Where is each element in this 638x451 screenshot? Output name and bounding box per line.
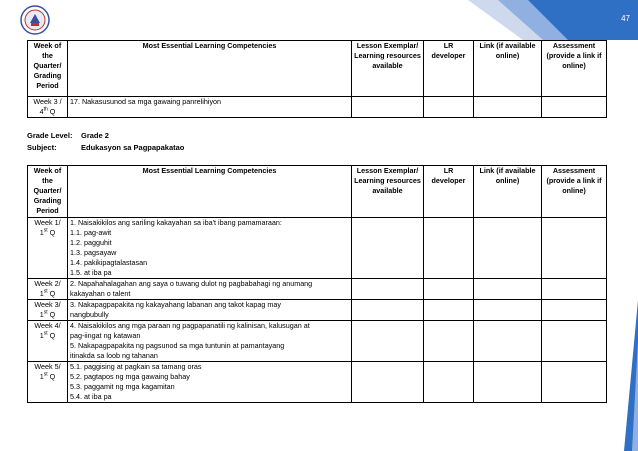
col-lr-header: LR developer [424, 41, 474, 97]
competency-cell [68, 362, 352, 403]
col-competency-header: Most Essential Learning Competencies [68, 41, 352, 97]
exemplar-cell [352, 362, 424, 403]
deped-seal-icon [20, 5, 50, 35]
col-assessment-header: Assessment (provide a link if online) [542, 41, 607, 97]
assessment-cell [542, 362, 607, 403]
lr-cell [424, 321, 474, 362]
quarter-num: 1 [39, 331, 44, 340]
grade-level-value: Grade 2 [81, 131, 109, 140]
link-cell [474, 218, 542, 279]
week-label: Week 1/ [34, 218, 61, 227]
competency-line: 1.3. pagsayaw [70, 248, 117, 257]
competency-line: 5.1. paggising at pagkain sa tamang oras [70, 362, 202, 371]
competency-line: 1.4. pakikipagtalastasan [70, 258, 148, 267]
competency-line: 1.5. at iba pa [70, 268, 112, 277]
col-lr-header: LR developer [424, 166, 474, 218]
quarter-q: Q [47, 107, 56, 116]
competency-line: 5.4. at iba pa [70, 392, 112, 401]
link-cell [474, 97, 542, 118]
quarter-sup: st [43, 227, 48, 234]
week-cell [28, 362, 68, 403]
quarter-num: 1 [39, 310, 44, 319]
quarter-q: Q [47, 331, 56, 340]
assessment-cell [542, 321, 607, 362]
week-cell [28, 218, 68, 279]
col-link-header: Link (if available online) [474, 41, 542, 97]
quarter-sup: st [43, 309, 48, 316]
side-decoration [620, 300, 638, 451]
competency-line: nangbubully [70, 310, 109, 319]
competency-line: 1. Naisakikilos ang sariling kakayahan sa iba't ibang pamamaraan: [70, 218, 282, 227]
quarter-num: 1 [39, 372, 44, 381]
col-competency-header: Most Essential Learning Competencies [68, 166, 352, 218]
table-row [28, 321, 607, 362]
assessment-cell [542, 97, 607, 118]
week-cell [28, 97, 68, 118]
competency-line: pag-iingat ng katawan [70, 331, 141, 340]
exemplar-cell [352, 279, 424, 300]
competency-line: 5.2. pagtapos ng mga gawaing bahay [70, 372, 190, 381]
lr-cell [424, 279, 474, 300]
page-number: 47 [621, 14, 630, 23]
week-label: Week 3 / [33, 97, 62, 106]
subject-line [27, 142, 184, 153]
competency-line: 1.1. pag-awit [70, 228, 112, 237]
competency-table-1 [27, 40, 607, 118]
week-label: Week 4/ [34, 321, 61, 330]
competency-line: 1.2. pagguhit [70, 238, 112, 247]
table-row [28, 279, 607, 300]
quarter-sup: th [43, 106, 48, 113]
lr-cell [424, 362, 474, 403]
grade-level-line [27, 130, 109, 141]
exemplar-cell [352, 218, 424, 279]
lr-cell [424, 97, 474, 118]
table-row [28, 362, 607, 403]
header-corner-banner [468, 0, 638, 40]
competency-line: itinakda sa loob ng tahanan [70, 351, 158, 360]
exemplar-cell [352, 300, 424, 321]
grade-level-label: Grade Level: [27, 131, 73, 140]
link-cell [474, 321, 542, 362]
subject-value: Edukasyon sa Pagpapakatao [81, 143, 185, 152]
col-exemplar-header: Lesson Exemplar/ Learning resources available [352, 41, 424, 97]
col-assessment-header: Assessment (provide a link if online) [542, 166, 607, 218]
col-week-header: Week of the Quarter/ Grading Period [28, 41, 68, 97]
table-row [28, 300, 607, 321]
week-label: Week 2/ [34, 279, 61, 288]
competency-cell [68, 218, 352, 279]
quarter-q: Q [47, 289, 56, 298]
exemplar-cell [352, 97, 424, 118]
quarter-q: Q [47, 228, 56, 237]
quarter-num: 4 [39, 107, 44, 116]
week-cell [28, 279, 68, 300]
link-cell [474, 279, 542, 300]
link-cell [474, 362, 542, 403]
quarter-sup: st [43, 371, 48, 378]
quarter-q: Q [47, 372, 56, 381]
exemplar-cell [352, 321, 424, 362]
table-row [28, 97, 607, 118]
table-row [28, 218, 607, 279]
competency-line: 2. Napahahalagahan ang saya o tuwang dulot ng pagbabahagi ng anumang [70, 279, 313, 288]
assessment-cell [542, 218, 607, 279]
competency-cell [68, 300, 352, 321]
competency-line: kakayahan o talent [70, 289, 131, 298]
week-cell [28, 300, 68, 321]
week-label: Week 3/ [34, 300, 61, 309]
subject-label: Subject: [27, 143, 57, 152]
week-label: Week 5/ [34, 362, 61, 371]
quarter-sup: st [43, 288, 48, 295]
competency-cell [68, 279, 352, 300]
col-exemplar-header: Lesson Exemplar/ Learning resources available [352, 166, 424, 218]
lr-cell [424, 218, 474, 279]
competency-line: 4. Naisakikilos ang mga paraan ng pagpapanatili ng kalinisan, kalusugan at [70, 321, 310, 330]
competency-line: 3. Nakapagpapakita ng kakayahang labanan ang takot kapag may [70, 300, 281, 309]
quarter-num: 1 [39, 289, 44, 298]
week-cell [28, 321, 68, 362]
assessment-cell [542, 300, 607, 321]
competency-cell [68, 321, 352, 362]
col-week-header: Week of the Quarter/ Grading Period [28, 166, 68, 218]
competency-line: 5. Nakapagpapakita ng pagsunod sa mga tuntunin at pamantayang [70, 341, 285, 350]
competency-table-2 [27, 165, 607, 403]
col-link-header: Link (if available online) [474, 166, 542, 218]
quarter-num: 1 [39, 228, 44, 237]
competency-line: 5.3. paggamit ng mga kagamitan [70, 382, 175, 391]
assessment-cell [542, 279, 607, 300]
quarter-q: Q [47, 310, 56, 319]
lr-cell [424, 300, 474, 321]
quarter-sup: st [43, 330, 48, 337]
link-cell [474, 300, 542, 321]
competency-cell: 17. Nakasusunod sa mga gawaing panrelihiyon [68, 97, 352, 118]
